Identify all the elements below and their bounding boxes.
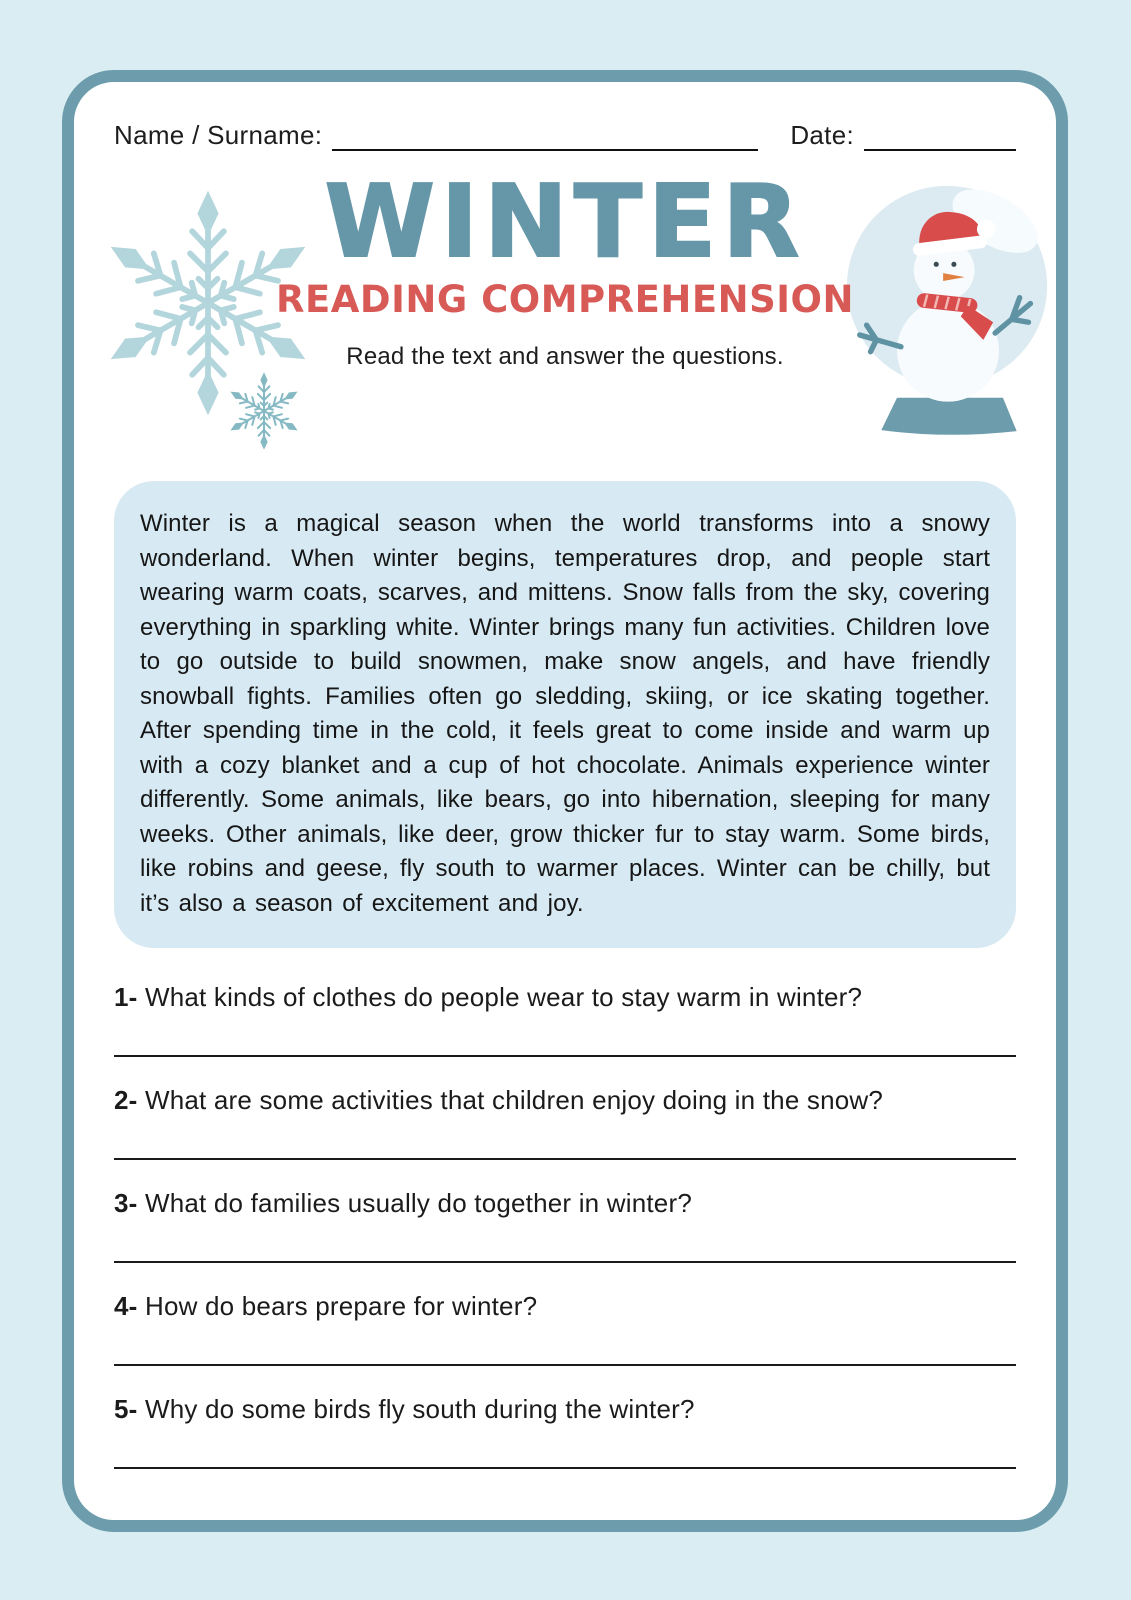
question-number: 3- (114, 1187, 138, 1218)
date-label: Date: (790, 120, 854, 150)
snowflake-small-icon (224, 371, 304, 451)
answer-line-3[interactable] (114, 1261, 1016, 1263)
question-text: Why do some birds fly south during the winter? (144, 1393, 695, 1424)
answer-line-5[interactable] (114, 1467, 1016, 1469)
answer-line-4[interactable] (114, 1364, 1016, 1366)
question-text: How do bears prepare for winter? (144, 1290, 538, 1321)
question-item-4 (114, 1291, 1016, 1366)
answer-line-2[interactable] (114, 1158, 1016, 1160)
hero-section (114, 163, 1016, 461)
question-text: What kinds of clothes do people wear to stay warm in winter? (144, 981, 863, 1012)
questions-section (114, 982, 1016, 1469)
answer-line-1[interactable] (114, 1055, 1016, 1057)
date-fill-line[interactable] (864, 121, 1016, 151)
header (114, 120, 1016, 151)
question-item-2 (114, 1085, 1016, 1160)
reading-passage: Winter is a magical season when the world transforms into a snowy wonderland. When winter begins, temperatures drop, and people start wearing warm coats, scarves, and mittens. Snow falls from the sky, covering everything in sparkling white. Winter brings many fun activities. Children love to go outside to build snowmen, make snow angels, and have friendly snowball fights. Families often go sledding, skiing, or ice skating together. After spending time in the cold, it feels great to come inside and warm up with a cozy blanket and a cup of hot chocolate. Animals experience winter differently. Some animals, like bears, go into hibernation, sleeping for many weeks. Other animals, like deer, grow thicker fur to stay warm. Some birds, like robins and geese, fly south to warmer places. Winter can be chilly, but it’s also a season of excitement and joy. (114, 481, 1016, 948)
question-text: What do families usually do together in winter? (144, 1187, 692, 1218)
page-title: WINTER (324, 163, 806, 280)
question-item-5 (114, 1394, 1016, 1469)
question-item-1 (114, 982, 1016, 1057)
question-item-3 (114, 1188, 1016, 1263)
question-number: 1- (114, 981, 138, 1012)
name-label: Name / Surname: (114, 120, 323, 150)
question-number: 2- (114, 1084, 138, 1115)
name-fill-line[interactable] (332, 121, 758, 151)
page-subtitle: READING COMPREHENSION (276, 278, 854, 321)
worksheet-card (62, 70, 1068, 1532)
instruction-text: Read the text and answer the questions. (346, 343, 784, 370)
question-number: 4- (114, 1290, 138, 1321)
question-text: What are some activities that children enjoy doing in the snow? (144, 1084, 884, 1115)
question-number: 5- (114, 1393, 138, 1424)
